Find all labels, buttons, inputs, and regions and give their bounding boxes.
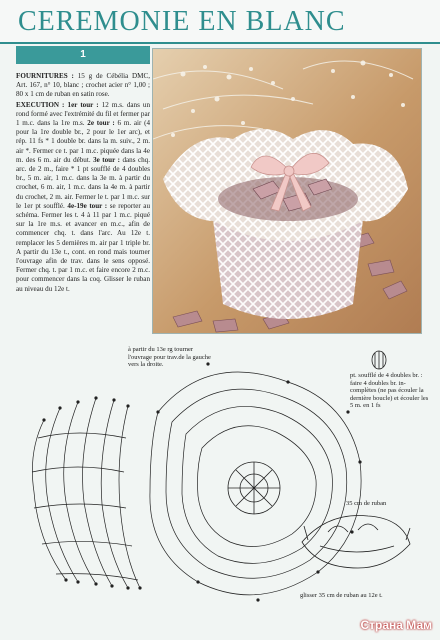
round-1-label: 1er tour : <box>67 100 99 109</box>
round-2-text: 6 m. air (4 pour la 1re double br., 2 pour le 1er arc), et rép. 11 fs * 1 double br. dans la m. suiv., 2 m. air *. Fermer ce t. par 1 m.c. piquée dans la 4e m. des 6 m. air du début. <box>16 119 151 164</box>
execution-paragraph <box>16 101 150 294</box>
basket-photo <box>152 48 422 334</box>
round-3-label: 3e tour : <box>93 155 120 164</box>
title-bar <box>0 0 440 44</box>
ribbon-label: 35 cm de ruban <box>346 500 387 507</box>
puff-stitch-icon <box>372 351 386 369</box>
ribbon-note: glisser 35 cm de ruban au 12e t. <box>300 592 383 599</box>
round-4-19-label: 4e-19e tour : <box>67 201 108 210</box>
basket-sketch-icon <box>302 516 410 568</box>
supplies-text: 15 g de Cébélia DMC, Art. 167, n° 10, blanc ; crochet acier n° 1,00 ; 80 x 1 cm de ruban en satin rose. <box>16 72 150 99</box>
basket-photo-illustration <box>153 49 422 334</box>
watermark: Страна Мам <box>360 618 432 632</box>
instructions-column <box>16 46 150 342</box>
step-badge: 1 <box>16 46 150 64</box>
round-4-19-text: se reporter au schéma. Fermer les t. 4 à 11 par 1 m.c. piqué sur la 1re m.s. et avancer en m.c., afin de commencer chq. t. dans l'arc. Au 12e t. remplacer les 5 dernières m. air par 1 triple br. A partir du 13e t., cont. en rond mais tourner l'ouvrage afin de trav. dans le sens opposé. Fermer chq. t. par 1 m.c. et faire encore 2 m.c. pour commencer dans la coq. Glisser le ruban au niveau du 12e t. <box>16 201 150 293</box>
diagram-note-start: à partir du 13e rg tourner l'ouvrage pour trav.de la gauche vers la droite. <box>128 346 211 369</box>
supplies-label: FOURNITURES : <box>16 72 74 80</box>
page-title: CEREMONIE EN BLANC <box>18 6 346 37</box>
round-3-text: dans chq. arc. de 2 m., faire * 1 pt soufflé de 4 doubles br., 5 m. air, 1 m.c. dans la 3e m. à partir du crochet, 6 m. air, 1 m.c. dans la 4e m. à partir du crochet, 2 m. air. Fermer le t. par 1 m.c. sur le 1er pt soufflé. <box>16 155 150 210</box>
round-1-text: 12 m.s. dans un rond formé avec l'extrémité du fil et fermer par 1 m.c. dans la 1re m.s. <box>16 100 151 128</box>
execution-label: EXECUTION : <box>16 100 65 109</box>
puff-stitch-legend: pt. soufflé de 4 doubles br. : faire 4 doubles br. in-complètes (ne pas écouler la dernière boucle) et écouler les 5 m. en 1 fs <box>350 372 429 410</box>
round-2-label: 2e tour : <box>87 119 115 128</box>
supplies-paragraph <box>16 72 150 100</box>
